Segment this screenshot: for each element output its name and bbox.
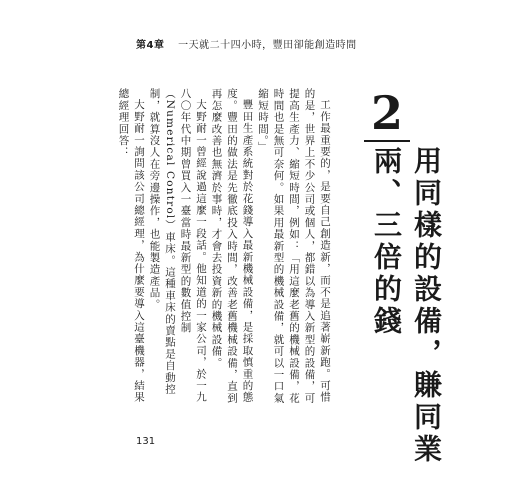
paragraph: 大野耐一詢問該公司總經理，為什麼要導入這臺機器，結果總經理回答： xyxy=(117,88,145,403)
section-title: 用同樣的設備，賺同業兩、三倍的錢 xyxy=(370,146,443,466)
section-number: 2 xyxy=(370,86,403,140)
chapter-label: 第4章 xyxy=(136,40,165,51)
running-title: 一天就二十四小時，豐田卻能創造時間 xyxy=(178,40,357,51)
running-header xyxy=(136,36,357,51)
body-text xyxy=(115,88,332,404)
paragraph: 大野耐一曾經說過這麼一段話。他知道的一家公司，於一九八〇年代中期曾買入一臺當時最新型的數值控制（Numerical Control）車床。這種車床的賣點是自動控制，就算沒人在旁邊操作，也能製造產品。 xyxy=(148,88,207,403)
paragraph: 工作最重要的，是要自己創造新，而不是追著嶄新跑。可惜的是，世界上不少公司或個人，都錯以為導入新型的設備，可提高生產力、縮短時間，例如：「用這麼老舊的機械設備，花時間也是無可奈何。如果用最新型的機械設備，就可以一口氣縮短時間。」 xyxy=(257,88,331,404)
section-divider xyxy=(364,140,410,142)
paragraph: 豐田生產系統對於花錢導入最新機械設備，是採取慎重的態度。豐田的做法是先徹底投入時間，改善老舊機械設備，直到再怎麼改善也無濟於事時，才會去投資新的機械設備。 xyxy=(210,88,254,404)
page-number: 131 xyxy=(136,436,156,447)
